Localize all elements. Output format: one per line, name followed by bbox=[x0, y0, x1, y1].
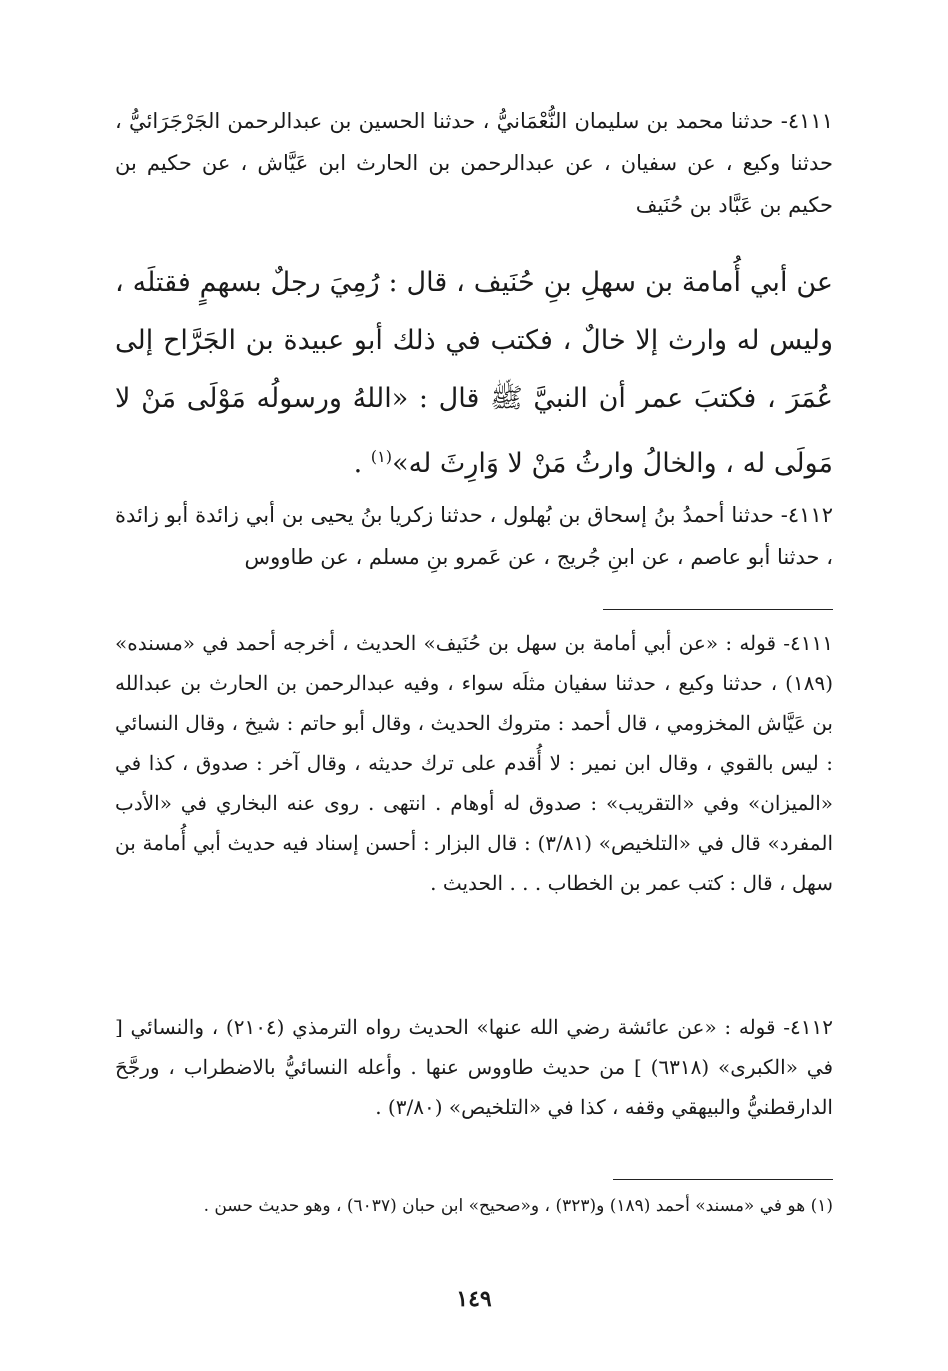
page-number: ١٤٩ bbox=[456, 1286, 492, 1312]
footnote-divider bbox=[613, 1179, 833, 1180]
hadith-4111-matn bbox=[115, 254, 833, 493]
hadith-4111-matn-text: عن أبي أُمامة بن سهلِ بنِ حُنَيف ، قال : رُمِيَ رجلٌ بسهمٍ فقتلَه ، وليس له وارث إلا خالٌ ، فكتب في ذلك أبو عبيدة بن الجَرَّاح إلى عُمَرَ ، فكتبَ عمر أن النبيَّ ﷺ قال : «اللهُ ورسولُه مَوْلَى مَنْ لا مَولَى له ، والخالُ وارثُ مَنْ لا وَارِثَ له» bbox=[115, 267, 833, 479]
hadith-4111-isnad: ٤١١١- حدثنا محمد بن سليمان النُّعْمَانيُّ ، حدثنا الحسين بن عبدالرحمن الجَرْجَرَائيُّ ، حدثنا وكيع ، عن سفيان ، عن عبدالرحمن بن الحارث ابن عَيَّاش ، عن حكيم بن حكيم بن عَبَّاد بن حُنَيف bbox=[115, 109, 833, 217]
hadith-4112-isnad: ٤١١٢- حدثنا أحمدُ بنُ إسحاق بن بُهلول ، حدثنا زكريا بنُ يحيى بن أبي زائدة أبو زائدة ، حدثنا أبو عاصم ، عن ابنِ جُريج ، عن عَمرو بنِ مسلم ، عن طاووس bbox=[115, 503, 833, 569]
hadith-4111-matn-end: . bbox=[353, 448, 371, 479]
footnote-marker: (١) bbox=[370, 447, 393, 466]
commentary-note-4111: ٤١١١- قوله : «عن أبي أمامة بن سهل بن حُنَيف» الحديث ، أخرجه أحمد في «مسنده» (١٨٩) ، حدثنا وكيع ، حدثنا سفيان مثلَه سواء ، وفيه عبدالرحمن بن الحارث بن عبدالله بن عَيَّاش المخزومي ، قال أحمد : متروك الحديث ، وقال أبو حاتم : شيخ ، وقال النسائي : ليس بالقوي ، وقال ابن نمير : لا أُقدم على ترك حديثه ، وقال آخر : صدوق ، كذا في «الميزان» وفي «التقريب» : صدوق له أوهام . انتهى . روى عنه البخاري في «الأدب المفرد» قال في «التلخيص» (٣/٨١) : قال البزار : أحسن إسناد فيه حديث أبي أُمامة بن سهل ، قال : كتب عمر بن الخطاب . . . الحديث . bbox=[115, 631, 834, 895]
commentary-divider bbox=[603, 609, 833, 610]
footnote-1: (١) هو في «مسند» أحمد (١٨٩) و(٣٢٣) ، و«صحيح» ابن حبان (٦٠٣٧) ، وهو حديث حسن . bbox=[203, 1196, 833, 1216]
commentary-note-4112: ٤١١٢- قوله : «عن عائشة رضي الله عنها» الحديث رواه الترمذي (٢١٠٤) ، والنسائي [ في «الكبرى» (٦٣١٨) ] من حديث طاووس عنها . وأعله النسائيُّ بالاضطراب ، ورجَّحَ الدارقطنيُّ والبيهقي وقفه ، كذا في «التلخيص» (٣/٨٠) . bbox=[115, 1015, 833, 1119]
